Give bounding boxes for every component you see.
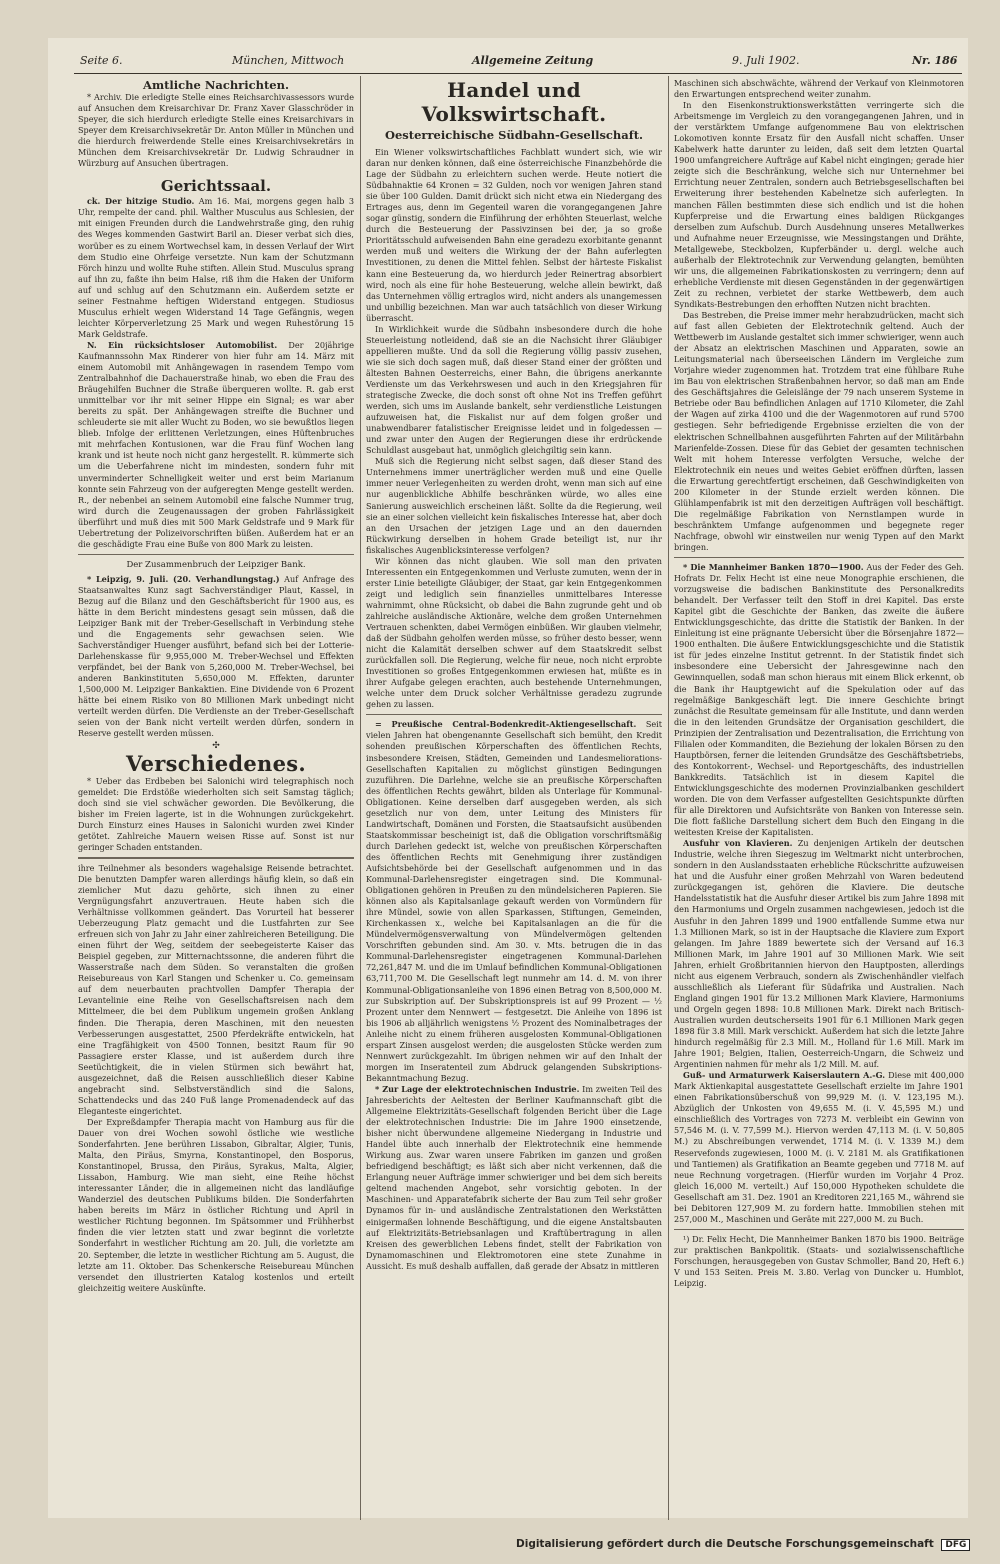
column-divider-left: [360, 76, 361, 1520]
article-archiv: * Archiv. Die erledigte Stelle eines Reichsarchivassessors wurde auf Ansuchen dem Kreisarchivar Dr. Franz Xaver Glasschröder in Speyer, die sich hierdurch erledigte Stelle eines Kreisarchivars in Speyer dem Kreisarchivsekretär Dr. Anton Müller in München und die hierdurch freiwerdende Stelle eines Kreisarchivsekretärs in München dem Kreisarchivsekretär Dr. Ludwig Schraudner in Würzburg auf Ansuchen übertragen.: [78, 92, 354, 169]
article-elektro-lead: * Zur Lage der elektrotechnischen Industrie.: [375, 1083, 580, 1094]
divider: [674, 557, 964, 558]
article-mannheimer-text: Aus der Feder des Geh. Hofrats Dr. Felix Hecht ist eine neue Monographie erschienen, die vorzugsweise die badischen Bankinstitute des Personalkredits behandelt. Der Verfasser teilt den Stoff in drei Kapitel. Das erste Kapitel gibt die Geschichte der Banken, das zweite die äußere Entwicklungsgeschichte, das dritte die Statistik der Banken. In der Einleitung ist eine prägnante Uebersicht über die Börsenjahre 1872—1900 enthalten. Die äußere Entwicklungsgeschichte und die Statistik ist für jedes einzelne Institut getrennt. In der Statistik findet sich insbesondere eine Uebersicht der Jahresgewinne nach den Gewinnquellen, sodaß man schon hieraus mit einem Blick erkennt, ob die Bank ihr Hauptgewicht auf die Spekulation oder auf das regelmäßige Bankgeschäft legt. Die innere Geschichte bringt zunächst die Resultate gemeinsam für alle Institute, und dann werden die in den leitenden Grundsätze der Organisation geschildert, die Prinzipien der Zentralisation und Dezentralisation, die Errichtung von Filialen oder Kommanditen, die Beziehung der lokalen Börsen zu den Hauptbörsen, ferner die leitenden Grundsätze des Geschäftsbetriebs, des Kontokorrent-, Wechsel- und Reportgeschäfts, des industriellen Bankkredits. Tatsächlich ist in diesem Kapitel die Entwicklungsgeschichte des modernen Provinzialbanken geschildert worden. Die von dem Verfasser aufgestellten Gesichtspunkte dürften für alle Direktoren und Aufsichtsräte von Banken von Interesse sein. Die flott faßliche Darstellung sichert dem Buch den Eingang in die weitesten Kreise der Kapitalisten.: [674, 562, 964, 838]
article-erdbeben: * Ueber das Erdbeben bei Salonichi wird telegraphisch noch gemeldet: Die Erdstöße wiederholten sich seit Samstag täglich; doch sind sie viel schwächer geworden. Die Bevölkerung, die bisher im Freien lagerte, ist in die Wohnungen zurückgekehrt. Durch Einsturz eines Hauses in Salonichi wurden zwei Kinder getötet. Zahlreiche Mauern weisen Risse auf. Sonst ist nur geringer Schaden entstanden.: [78, 775, 354, 852]
credit-text: Digitalisierung gefördert durch die Deutsche Forschungsgemeinschaft: [516, 1538, 934, 1550]
issue-date: 9. Juli 1902.: [732, 54, 800, 67]
article-bodenkredit-lead: = Preußische Central-Bodenkredit-Aktiengesellschaft.: [375, 719, 637, 730]
section-title-amtliche: Amtliche Nachrichten.: [143, 78, 289, 92]
article-mannheimer: [674, 562, 964, 838]
article-elektro-cont-p2: In den Eisenkonstruktionswerkstätten verringerte sich die Arbeitsmenge im Vergleich zu den vorangegangenen Jahren, und in der verstärktem Umfange aufgenommene Bau von elektrischen Lokomotiven konnte Ersatz für den Ausfall nicht schaffen. Unser Kabelwerk hatte darunter zu leiden, daß seit dem letzten Quartal 1900 umfangreichere Aufträge auf Kabel nicht eingingen; gerade hier zeigte sich die Beschränkung, welche sich nur Unternehmer bei Errichtung neuer Zentralen, sondern auch Betriebsgesellschaften bei Erweiterung ihrer bestehenden Kabelnetze sich auferlegten. In manchen Fällen bestimmten diese sich endlich und ist die hohen Kupferpreise und die Erwartung eines baldigen Rückganges derselben zum Aufschub. Durch Ausdehnung unseres Metallwerkes und Aufnahme neuer Erzeugnisse, wie Messingstangen und Drähte, Metallgewebe, Steckbolzen, Kupferbänder u. dergl. welche auch außerhalb der Elektrotechnik zur Verwendung gelangten, bemühten wir uns, die allgemeinen Fabrikationskosten zu verringern; denn auf erhebliche Verdienste mit diesen Gegenständen in der gegenwärtigen Zeit zu rechnen, verbietet der starke Wettbewerb, dem auch Syndikats-Bestrebungen den erhofften Nutzen nicht brachten.: [674, 100, 964, 309]
article-title-leipziger-bank: Der Zusammenbruch der Leipziger Bank.: [126, 559, 306, 570]
article-klaviere: [674, 838, 964, 1070]
page-number: Seite 6.: [80, 54, 123, 67]
middle-column: [366, 78, 662, 1518]
article-leipzig-text: Auf Anfrage des Staatsanwaltes Kunz sagt Sachverständiger Plaut, Kassel, in Bezug auf die Bilanz und den Geschäftsbericht für 1900 aus, es hätte in dem Bericht mindestens gesagt sein müssen, daß die Leipziger Bank mit der Treber-Gesellschaft in Verbindung stehe und die Engagements sehr gewachsen seien. Wie Sachverständiger Huenger ausführt, befand sich bei der Lotterie-Darlehenskasse für 9,955,000 M. Treber-Wechsel und Effekten verpfändet, bei der Bank von 5,260,000 M. Treber-Wechsel, bei anderen Bankinstituten 5,650,000 M. Effekten, darunter 1,500,000 M. Leipziger Bankaktien. Eine Dividende von 6 Prozent hätte bei einem Risiko von 80 Millionen Mark unbedingt nicht verteilt werden dürfen. Die Verdienste an der Treber-Gesellschaft seien von der Bank nicht verteilt werden dürfen, sondern in Reserve gestellt werden müssen.: [78, 573, 354, 739]
section-title-verschiedenes: Verschiedenes.: [125, 750, 306, 776]
article-suedbahn-p4: Wir können das nicht glauben. Wie soll man den privaten Interessenten ein Entgegenkommen und Verluste zumuten, wenn der in erster Linie beteiligte Gläubiger, der Staat, gar kein Entgegenkommen zeigt und lediglich sein finanzielles unmittelbares Interesse wahrnimmt, ohne Rücksicht, ob dabei die Bahn zugrunde geht und ob zahlreiche ausländische Aktionäre, welche dem großen Unternehmen Vertrauen schenkten, dabei Vermögen einbüßen. Wir glauben vielmehr, daß der Südbahn geholfen werden müsse, so früher desto besser, wenn nicht die Kalamität derselben schwer auf dem Staatskredit selbst zurückfallen soll. Die Regierung, welche für neue, noch nicht erprobte Investitionen so großes Entgegenkommen erwiesen hat, müßte es in ihrer Aufgabe gelegen erachten, auch bestehende Unternehmungen, welche unter dem Druck solcher Verhältnisse geradezu zugrunde gehen zu lassen.: [366, 555, 662, 710]
place-day: München, Mittwoch: [232, 54, 345, 67]
divider: [78, 554, 354, 555]
article-studio-text: Am 16. Mai, morgens gegen halb 3 Uhr, rempelte der cand. phil. Walther Musculus aus Schlesien, der mit einigen Freunden durch die Landwehrstraße ging, den ruhig des Weges kommenden Gastwirt Baril an. Dieser verbat sich dies, worüber es zu einem Wortwechsel kam, in dessen Verlauf der Wirt dem Studio eine Ohrfeige versetzte. Nun kam der Schutzmann Förch hinzu und wollte Ruhe stiften. Allein Stud. Musculus sprang auf ihn zu, faßte ihn beim Halse, riß ihm die Haken der Uniform auf und schlug auf den Schutzmann ein. Außerdem setzte er seiner Festnahme heftigen Widerstand entgegen. Studiosus Musculus erhielt wegen Widerstand 14 Tage Gefängnis, wegen leichter Körperverletzung 25 Mark und wegen Ruhestörung 15 Mark Geldstrafe.: [78, 196, 354, 339]
article-mannheimer-lead: * Die Mannheimer Banken 1870—1900.: [683, 562, 864, 573]
article-guss-lead: Guß- und Armaturwerk Kaiserslautern A.-G.: [683, 1070, 886, 1081]
left-column: [78, 78, 354, 1518]
column-divider-right: [668, 76, 669, 1520]
divider: [674, 1229, 964, 1230]
article-bodenkredit: [366, 719, 662, 1084]
paper-name: Allgemeine Zeitung: [472, 54, 594, 67]
header-rule: [74, 73, 962, 74]
article-elektro: [366, 1084, 662, 1272]
article-title-suedbahn: Oesterreichische Südbahn-Gesellschaft.: [384, 128, 644, 142]
divider: [366, 714, 662, 715]
section-title-gerichtssaal: Gerichtssaal.: [160, 177, 272, 196]
article-leipzig: [78, 574, 354, 740]
article-studio-lead: ck. Der hitzige Studio.: [87, 196, 195, 207]
article-klaviere-lead: Ausfuhr von Klavieren.: [683, 838, 793, 849]
article-leipzig-lead: * Leipzig, 9. Juli. (20. Verhandlungstag.): [87, 573, 280, 584]
article-klaviere-text: Zu denjenigen Artikeln der deutschen Industrie, welche ihren Siegeszug im Weltmarkt nicht unterbrochen, sondern in den Auslandsstaaten erhebliche Rückschritte aufzuweisen hat und die Ausfuhr einer großen Mehrzahl von Waren bedeutend zurückgegangen ist, gehören die Klaviere. Die deutsche Handelsstatistik hat die Ausfuhr dieser Artikel bis zum Jahre 1898 mit den Harmoniums und Orgeln zusammen nachgewiesen, jedoch ist die Ausfuhr in den Jahren 1899 und 1900 entfallende Summe etwa nur 1.3 Millionen Mark, so ist in der Hauptsache die Klaviere zum Export gelangen. Im Jahre 1889 bewertete sich der Versand auf 16.3 Millionen Mark, im Jahre 1901 auf 30 Millionen Mark. Wie seit Jahren, erhielt Großbritannien hiervon den Hauptposten, allerdings nicht aus eigenem Verbrauch, sondern als Zwischenhändler vielfach ausschließlich als Lieferant für Südafrika und Australien. Nach England gingen 1901 für 13.2 Millionen Mark Klaviere, Harmoniums und Orgeln gegen 1898: 10.8 Millionen Mark. Direkt nach Britisch-Australien wurden deutscherseits 1901 für 6.1 Millionen Mark gegen 1898 für 3.8 Mill. Mark verschickt. Außerdem hat sich die letzte Jahre hindurch regelmäßig für 2.3 Mill. M., Holland für 1.6 Mill. Mark im Jahre 1901; Belgien, Italien, Oesterreich-Ungarn, die Schweiz und Argentinien nahmen für mehr als 1/2 Mill. M. auf.: [674, 838, 964, 1070]
article-automobilist-lead: N. Ein rücksichtsloser Automobilist.: [87, 339, 278, 350]
article-elektro-text: Im zweiten Teil des Jahresberichts der Aeltesten der Berliner Kaufmannschaft gibt die Allgemeine Elektrizitäts-Gesellschaft folgenden Bericht über die Lage der elektrotechnischen Industrie: Die im Jahre 1900 einsetzende, bisher nicht überwundene allgemeine Niedergang in Industrie und Handel übte auch innerhalb der Elektrotechnik eine hemmende Wirkung aus. Zwar waren unsere Fabriken im ganzen und großen befriedigend beschäftigt; es läßt sich aber nicht verkennen, daß die Erlangung neuer Aufträge immer schwieriger und bei dem sich bereits geltend machenden Angebot, sehr vorsichtig geboten. In der Maschinen- und Apparatefabrik sicherte der Bau zum Teil sehr großer Dynamos für in- und ausländische Zentralstationen den Werkstätten einigermaßen lohnende Beschäftigung, und die eigene Anstaltsbauten auf Elektrizitäts-Betriebsanlagen und Kraftübertragung in allen Kreisen des gewerblichen Lebens findet, stellt der Fabrikation von Dynamomaschinen und Elektromotoren eine stete Zunahme in Aussicht. Es muß deshalb auffallen, daß gerade der Absatz in mittleren: [366, 1083, 662, 1271]
divider: [78, 857, 354, 859]
article-therapia-p2: Der Expreßdampfer Therapia macht von Hamburg aus für die Dauer von drei Wochen sowohl östliche wie westliche Sonderfahrten. Jene berühren Lissabon, Gibraltar, Algier, Tunis, Malta, den Piräus, Smyrna, Konstantinopel, den Bosporus, Konstantinopel, Brussa, den Piräus, Syrakus, Malta, Algier, Lissabon, Hamburg. Wie man sieht, eine Reihe höchst interessanter Länder, die in allgemeinen nicht das landläufige Wanderziel des deutschen Publikums bilden. Die Sonderfahrten haben bereits im März in östlicher Richtung und April in westlicher Richtung begonnen. Im Spätsommer und Frühherbst finden die vier letzten statt und zwar beginnt die vorletzte Sonderfahrt in westlicher Richtung am 20. Juli, die vorletzte am 20. September, die letzte in westlicher Richtung am 5. August, die letzte am 11. Oktober. Das Schenkersche Reisebureau München versendet den illustrierten Katalog kostenlos und erteilt gleichzeitig weitere Auskünfte.: [78, 1116, 354, 1293]
article-elektro-cont-p1: Maschinen sich abschwächte, während der Verkauf von Kleinmotoren den Erwartungen entsprechend weiter zunahm.: [674, 78, 964, 100]
article-elektro-cont-p3: Das Bestreben, die Preise immer mehr herabzudrücken, macht sich auf fast allen Gebieten der Elektrotechnik geltend. Auch der Wettbewerb im Auslande gestaltet sich immer schwieriger, wenn auch der Absatz an elektrischen Maschinen und Apparaten, sowie an Leitungsmaterial nach überseeischen Ländern im Vergleiche zum Vorjahre wieder zugenommen hat. Trotzdem trat eine fühlbare Ruhe im Bau von elektrischen Straßenbahnen hervor, so daß man am Ende des Geschäftsjahres die Geleislänge der 79 nach unserem Systeme in Betriebe oder Bau befindlichen Anlagen auf 1710 Kilometer, die Zahl der Wagen auf zirka 4100 und die der Wagenmotoren auf rund 5700 gestiegen. Sehr befriedigende Ergebnisse erzielten die von der elektrischen Schnellbahnen ausgeführten Fahrten auf der Militärbahn Marienfelde-Zossen. Diese für das Gebiet der gesamten technischen Welt mit hohem Interesse verfolgten Versuche, welche der Elektrotechnik ein neues und weites Gebiet eröffnen dürften, lassen die Erwartung gerechtfertigt erscheinen, daß Geschwindigkeiten von 200 Kilometer in der Stunde erzielt werden können. Die Glühlampenfabrik ist mit den derzeitigen Aufträgen voll beschäftigt. Die regelmäßige Fabrikation von Nernstlampen wurde in beschränktem Umfange aufgenommen und begegnete reger Nachfrage, obwohl wir einstweilen nur wenig Typen auf den Markt bringen.: [674, 309, 964, 552]
article-guss: [674, 1070, 964, 1225]
article-guss-text: Diese mit 400,000 Mark Aktienkapital ausgestattete Gesellschaft erzielte im Jahre 1901 einen Fabrikationsüberschuß von 99,929 M. (i. V. 123,195 M.). Abzüglich der Unkosten von 49,655 M. (i. V. 45,595 M.) und einschließlich des Vortrages von 7273 M. verbleibt ein Gewinn von 57,546 M. (i. V. 77,599 M.). Hiervon werden 47,113 M. (i. V. 50,805 M.) zu Abschreibungen verwendet, 1714 M. (i. V. 1339 M.) dem Reservefonds zugewiesen, 1000 M. (i. V. 2181 M. als Gratifikationen und Tantiemen) als Gratifikation an Beamte gegeben und 7718 M. auf neue Rechnung vorgetragen. (Hierfür wurden im Vorjahr 4 Proz. gleich 16,000 M. verteilt.) Auf 150,000 Hypotheken schuldete die Gesellschaft am 31. Dez. 1901 an Kreditoren 221,165 M., während sie bei Debitoren 127,909 M. zu fordern hatte. Immobilien stehen mit 257,000 M., Maschinen und Geräte mit 227,000 M. zu Buch.: [674, 1070, 964, 1224]
footnote: ¹) Dr. Felix Hecht, Die Mannheimer Banken 1870 bis 1900. Beiträge zur praktischen Bankpolitik. (Staats- und sozialwissenschaftliche Forschungen, herausgegeben von Gustav Schmoller, Band 20, Heft 6.) V und 153 Seiten. Preis M. 3.80. Verlag von Duncker u. Humblot, Leipzig.: [674, 1233, 964, 1289]
right-column: [674, 78, 964, 1518]
article-studio: [78, 196, 354, 340]
issue-number: Nr. 186: [912, 54, 958, 67]
article-suedbahn-p1: Ein Wiener volkswirtschaftliches Fachblatt wundert sich, wie wir daran nur denken können, daß eine österreichische Finanzbehörde die Lage der Südbahn zu erleichtern suchen werde. Heute notiert die Südbahnaktie 64 Kronen = 32 Gulden, noch vor wenigen Jahren stand sie über 100 Gulden. Damit drückt sich nicht etwa ein Niedergang des Ertrages aus, denn im Gegenteil waren die vorangegangenen Jahre sogar günstig, sondern die Einführung der erhöhten Steuerlast, welche durch die Besteuerung der Passivzinsen bei der, ja so große Prioritätsschuld aufweisenden Bahn eine geradezu exorbitante genannt werden muß und weiters die Wirkung der der Bahn auferlegten Investitionen, zu denen die Mittel fehlen. Selbst der härteste Fiskalist kann eine Besteuerung da, wo hierdurch jeder Reinertrag absorbiert wird, noch als eine für hohe Besteuerung, welche allein bewirkt, daß das Unternehmen völlig ertraglos wird, nicht anders als unangemessen und unbillig bezeichnen. Man war auch tatsächlich von dieser Wirkung überrascht.: [366, 147, 662, 323]
ornament-icon: ✣: [212, 740, 220, 751]
article-automobilist-text: Der 20jährige Kaufmannssohn Max Rinderer von hier fuhr am 14. März mit einem Automobil mit Anhängewagen in rasendem Tempo vom Zentralbahnhof die Dachauerstraße hinab, wo eben die Frau des Bräugehilfen Buchner die Straße überqueren wollte. R. gab erst unmittelbar vor ihr mit seiner Hippe ein Signal; es war aber bereits zu spät. Der Anhängewagen streifte die Buchner und schleuderte sie mit aller Wucht zu Boden, wo sie bewußtlos liegen blieb. Infolge der erlittenen Verletzungen, eines Hüftenbruches mit mehrfachen Kontusionen, war die Frau fünf Wochen lang krank und ist heute noch nicht ganz hergestellt. R. kümmerte sich um die Ueberfahrene nicht im mindesten, sondern fuhr mit unverminderter Schnelligkeit weiter und erst beim Marianum konnte sein Fahrzeug von der aufgeregten Menge gestellt werden. R., der nebenbei an seinem Automobil eine falsche Nummer trug, wird durch die Zeugenaussagen der groben Fahrlässigkeit überführt und muß dies mit 500 Mark Geldstrafe und 9 Mark für Uebertretung der Polizeivorschriften büßen. Außerdem hat er an die geschädigte Frau eine Buße von 800 Mark zu leisten.: [78, 339, 354, 549]
digitization-credit: [516, 1538, 976, 1551]
article-therapia-p1: ihre Teilnehmer als besonders wagehalsige Reisende betrachtet. Die benutzten Dampfer waren allerdings häufig klein, so daß ein ziemlicher Mut dazu gehörte, sich ihnen zu einer Vergnügungsfahrt anzuvertrauen. Heute haben sich die Verhältnisse vollkommen geändert. Das Vorurteil hat besserer Ueberzeugung Platz gemacht und die Lustfahrten zur See erfreuen sich von Jahr zu Jahr einer zahlreicheren Beteiligung. Die einen führt der Weg, seitdem der seebegeisterte Kaiser das Beispiel gegeben, zur Mitternachtssonne, die anderen führt die Wasserstraße nach dem Süden. So veranstalten die großen Reisebureaus von Karl Stangen und Schenker u. Co. gemeinsam auf dem neuerbauten prachtvollen Dampfer Therapia der Levantelinie eine Reihe von Gesellschaftsreisen nach dem Mittelmeer, die bei dem Publikum ungemein großen Anklang finden. Die Therapia, deren Maschinen, mit den neuesten Verbesserungen ausgestattet, 2500 Pferdekräfte entwickeln, hat eine Tragfähigkeit von 4500 Tonnen, besitzt Raum für 90 Passagiere erster Klasse, und ist außerdem durch ihre Seetüchtigkeit, die in vielen Stürmen sich bewährt hat, ausgezeichnet, daß die Reisen ausschließlich dieser Kabine angebracht sind. Selbstverständlich sind die Salons, Schattendecks und das 240 Fuß lange Promenadendeck auf das Eleganteste eingerichtet.: [78, 862, 354, 1116]
article-automobilist: [78, 340, 354, 550]
dfg-logo: DFG: [941, 1539, 970, 1551]
section-title-handel: Handel und Volkswirtschaft.: [421, 78, 607, 126]
article-suedbahn-p3: Muß sich die Regierung nicht selbst sagen, daß dieser Stand des Unternehmens immer unerträglicher werden muß und eine Quelle immer neuer Verlegenheiten zu werden droht, wenn man sich auf eine nur augenblickliche Abhilfe beschränken würde, wo alles eine Sanierung ausweichlich erscheinen läßt. Sollte da die Regierung, weil sie an einer solchen vielleicht kein fiskalisches Interesse hat, aber doch an den Ursachen der jetzigen Lage und an den dauernden Rückwirkung derselben in hohem Grade beteiligt ist, nur ihr fiskalisches Augenblicksinteresse verfolgen?: [366, 456, 662, 555]
article-suedbahn-p2: In Wirklichkeit wurde die Südbahn insbesondere durch die hohe Steuerleistung notleidend, daß sie an die Nachsicht ihrer Gläubiger appellieren mußte. Und da soll die Regierung völlig passiv zusehen, wie sie sich doch sagen muß, daß dieser Stand einer der größten und ältesten Bahnen Oesterreichs, einer Bahn, die übrigens anerkannte Verdienste um das Verkehrswesen und auch in den Kriegsjahren für strategische Zwecke, die doch sonst oft ohne Not ins Treffen geführt werden, sich ums im Auslande bankelt, sehr verdienstliche Leistungen aufzuweisen hat, die Fiskalist nur auf dem folgen großer und unabwendbarer fatalistischer Ereignisse leidet und in folgedessen — und zwar unter den Augen der Regierungen diese ihr erdrückende Schuldlast ausgebaut hat, unmöglich gleichgiltig sein kann.: [366, 323, 662, 456]
article-bodenkredit-text: Seit vielen Jahren hat obengenannte Gesellschaft sich bemüht, den Kredit sohenden preußischen Körperschaften des öffentlichen Rechts, insbesondere Kreisen, Städten, Gemeinden und Landesmeliorations-Gesellschaften Kapitalien zu möglichst günstigen Bedingungen zuzuführen. Die Darlehne, welche sie an preußische Körperschaften des öffentlichen Rechts gewährt, bilden als Unterlage für Kommunal-Obligationen. Keine derselben darf ausgegeben werden, als sich gesetzlich nur von dem, unter Leitung des Ministers für Landwirtschaft, Domänen und Forsten, die Staatsaufsicht ausübenden Staatskommissar bescheinigt ist, daß die Obligation vorschriftsmäßig durch Darlehen gedeckt ist, welche von preußischen Körperschaften des öffentlichen Rechts mit Genehmigung ihrer zuständigen Aufsichtsbehörde bei der Gesellschaft aufgenommen und in das Kommunal-Darlehensregister eingetragen sind. Die Kommunal-Obligationen gehören in Preußen zu den mündelsicheren Papieren. Sie können also als Kapitalsanlage gekauft werden von Vormündern für ihre Mündel, sowie von allen Sparkassen, Stiftungen, Gemeinden, Kirchenkassen x., welche bei Kapitalsanlagen an die für die Mündelvermögensverwaltung von Mündelvermögen geltenden Vorschriften gebunden sind. Am 30. v. Mts. betrugen die in das Kommunal-Darlehensregister eingetragenen Kommunal-Darlehen 72,261,847 M. und die im Umlauf befindlichen Kommunal-Obligationen 63,711,700 M. Die Gesellschaft legt nunmehr am 14. d. M. von ihrer Kommunal-Obligationsanleihe von 1896 einen Betrag von 8,500,000 M. zur Subskription auf. Der Subskriptionspreis ist auf 99 Prozent — ½ Prozent unter dem Nennwert — festgesetzt. Die Anleihe von 1896 ist bis 1906 ab alljährlich wenigstens ½ Prozent des Nominalbetrages der Anleihe nicht zu einem früheren ausgelosten Kommunal-Obligationen erspart Zinsen ausgelost werden; die ausgelosten Stücke werden zum Nennwert zurückgezahlt. Im übrigen nehmen wir auf den Inhalt der morgen im Inseratenteil zum Abdruck gelangenden Subskriptions-Bekanntmachung Bezug.: [366, 719, 662, 1083]
